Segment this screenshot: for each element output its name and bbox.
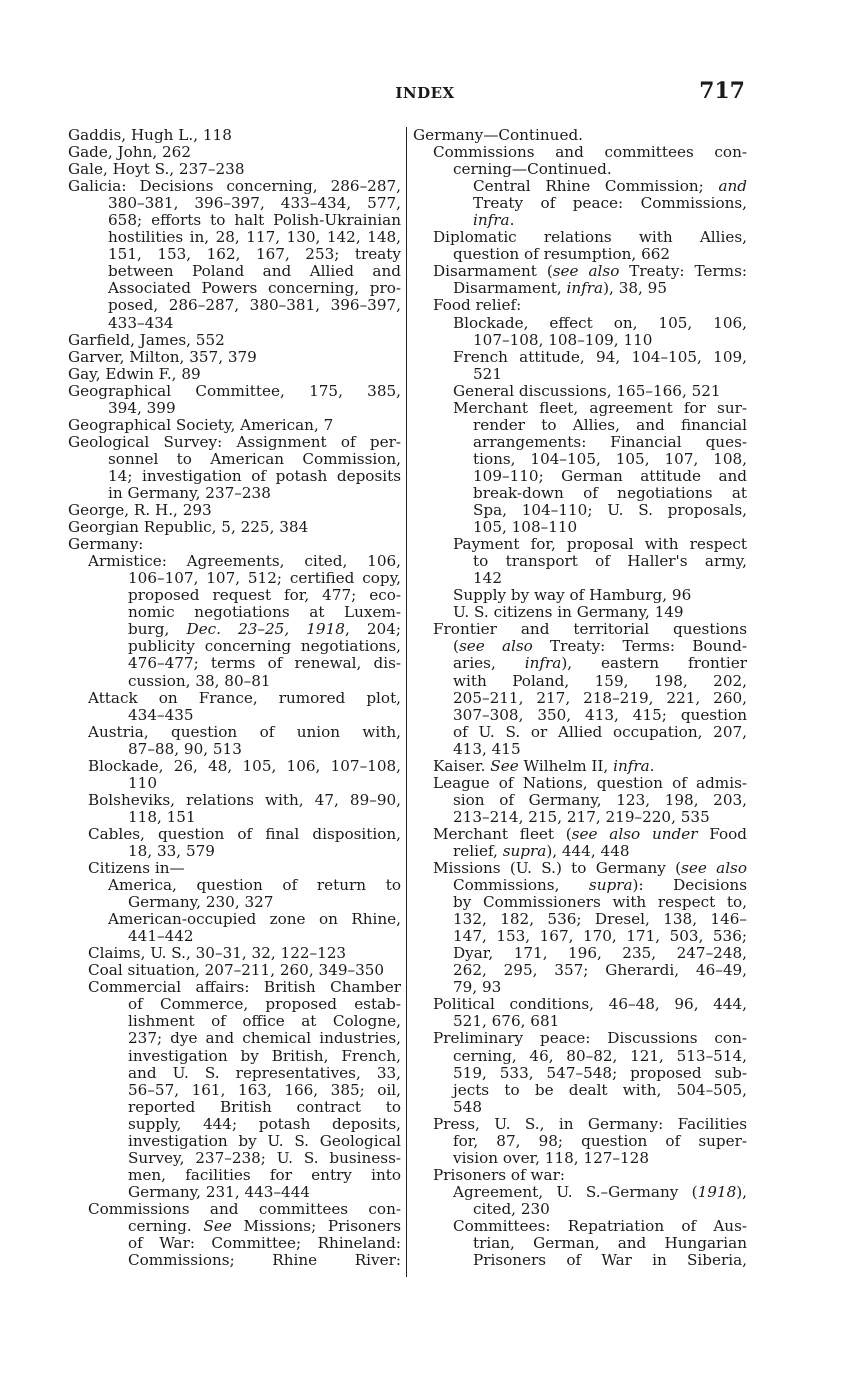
- index-line: 394, 399: [108, 398, 176, 417]
- index-line: 262, 295, 357; Gherardi, 46–49,: [453, 962, 747, 980]
- index-line: Geographical Society, American, 7: [68, 415, 334, 434]
- index-line: 14; investigation of potash deposits: [108, 467, 401, 485]
- index-line: Cables, question of final disposition,: [88, 825, 401, 843]
- index-line: Associated Powers concerning, pro-: [108, 280, 401, 298]
- page-header: [0, 78, 850, 108]
- index-line: Blockade, effect on, 105, 106,: [453, 314, 747, 332]
- index-line: between Poland and Allied and: [108, 263, 401, 281]
- index-line: tions, 104–105, 105, 107, 108,: [473, 450, 747, 468]
- index-line: cerning. See Missions; Prisoners: [128, 1218, 401, 1235]
- index-line: Prisoners of War in Siberia,: [473, 1252, 747, 1270]
- index-line: supply, 444; potash deposits,: [128, 1115, 401, 1133]
- index-line: Prisoners of war:: [433, 1165, 565, 1184]
- index-line: 151, 153, 162, 167, 253; treaty: [108, 246, 401, 264]
- index-line: infra.: [473, 211, 515, 230]
- index-line: Survey, 237–238; U. S. business-: [128, 1149, 401, 1167]
- index-line: 109–110; German attitude and: [473, 467, 747, 485]
- index-line: Geological Survey: Assignment of per-: [68, 433, 401, 451]
- index-line: investigation by British, French,: [128, 1047, 401, 1065]
- index-line: 237; dye and chemical industries,: [128, 1030, 401, 1048]
- index-line: (see also Treaty: Terms: Bound-: [453, 638, 747, 656]
- index-line: 107–108, 108–109, 110: [473, 330, 653, 349]
- index-line: 87–88, 90, 513: [128, 739, 242, 758]
- index-line: Frontier and territorial questions: [433, 621, 747, 639]
- index-line: hostilities in, 28, 117, 130, 142, 148,: [108, 229, 401, 247]
- index-line: Central Rhine Commission; and: [473, 178, 747, 196]
- index-line: Blockade, 26, 48, 105, 106, 107–108,: [88, 757, 401, 775]
- index-line: 105, 108–110: [473, 518, 578, 537]
- index-line: Citizens in—: [88, 859, 185, 878]
- index-line: 205–211, 217, 218–219, 221, 260,: [453, 689, 747, 707]
- index-line: for, 87, 98; question of super-: [453, 1132, 747, 1150]
- index-line: publicity concerning negotiations,: [128, 638, 401, 656]
- index-line: Galicia: Decisions concerning, 286–287,: [68, 178, 401, 196]
- index-line: 132, 182, 536; Dresel, 138, 146–: [453, 911, 747, 929]
- index-line: vision over, 118, 127–128: [453, 1148, 650, 1167]
- index-line: Kaiser. See Wilhelm II, infra.: [433, 756, 655, 775]
- index-line: Merchant fleet, agreement for sur-: [453, 399, 747, 417]
- index-line: Food relief:: [433, 296, 522, 315]
- index-line: nomic negotiations at Luxem-: [128, 604, 401, 622]
- index-line: of War: Committee; Rhineland:: [128, 1235, 401, 1253]
- index-line: General discussions, 165–166, 521: [453, 381, 721, 400]
- index-line: Commissions and committees con-: [433, 144, 747, 162]
- index-line: 413, 415: [453, 739, 521, 758]
- index-line: Committees: Repatriation of Aus-: [453, 1218, 747, 1235]
- index-line: Diplomatic relations with Allies,: [433, 229, 747, 247]
- index-line: cerning, 46, 80–82, 121, 513–514,: [453, 1047, 747, 1065]
- index-line: 118, 151: [128, 807, 196, 826]
- index-line: George, R. H., 293: [68, 501, 212, 520]
- index-line: Merchant fleet (see also under Food: [433, 825, 747, 843]
- index-line: Germany, 231, 443–444: [128, 1182, 311, 1201]
- index-line: aries, infra), eastern frontier: [453, 655, 747, 673]
- index-line: Garver, Milton, 357, 379: [68, 347, 257, 366]
- index-line: 380–381, 396–397, 433–434, 577,: [108, 195, 401, 213]
- index-line: 56–57, 161, 163, 166, 385; oil,: [128, 1081, 401, 1099]
- index-line: Spa, 104–110; U. S. proposals,: [473, 502, 747, 520]
- index-line: Dyar, 171, 196, 235, 247–248,: [453, 945, 747, 963]
- index-line: Supply by way of Hamburg, 96: [453, 586, 692, 605]
- index-line: lishment of office at Cologne,: [128, 1013, 401, 1031]
- index-line: 658; efforts to halt Polish-Ukrainian: [108, 212, 401, 230]
- index-line: Gade, John, 262: [68, 143, 191, 162]
- index-line: America, question of return to: [108, 877, 401, 895]
- index-line: 434–435: [128, 705, 194, 724]
- index-line: Press, U. S., in Germany: Facilities: [433, 1115, 747, 1133]
- index-line: Commissions; Rhine River:: [128, 1252, 401, 1270]
- index-line: 213–214, 215, 217, 219–220, 535: [453, 807, 710, 826]
- index-line: trian, German, and Hungarian: [473, 1235, 747, 1253]
- index-line: 142: [473, 569, 502, 588]
- index-line: relief, supra), 444, 448: [453, 841, 630, 860]
- index-line: of U. S. or Allied occupation, 207,: [453, 723, 747, 741]
- index-line: Armistice: Agreements, cited, 106,: [88, 553, 401, 571]
- index-line: Gale, Hoyt S., 237–238: [68, 160, 245, 179]
- index-line: Attack on France, rumored plot,: [88, 689, 401, 707]
- index-line: and U. S. representatives, 33,: [128, 1064, 401, 1082]
- index-line: Commissions, supra): Decisions: [453, 877, 747, 895]
- index-line: sion of Germany, 123, 198, 203,: [453, 791, 747, 809]
- index-line: proposed request for, 477; eco-: [128, 587, 401, 605]
- index-line: Disarmament, infra), 38, 95: [453, 279, 667, 298]
- index-line: Political conditions, 46–48, 96, 444,: [433, 996, 747, 1014]
- index-line: Germany—Continued.: [413, 126, 583, 144]
- column-divider: [406, 127, 407, 1277]
- index-line: 110: [128, 773, 157, 792]
- index-line: Gaddis, Hugh L., 118: [68, 126, 232, 144]
- index-line: 476–477; terms of renewal, dis-: [128, 655, 401, 673]
- index-line: 79, 93: [453, 978, 502, 997]
- index-line: 441–442: [128, 927, 194, 946]
- index-line: 521, 676, 681: [453, 1012, 560, 1031]
- index-line: 548: [453, 1097, 482, 1116]
- index-line: render to Allies, and financial: [473, 416, 747, 434]
- index-line: Germany, 230, 327: [128, 893, 274, 912]
- index-line: Agreement, U. S.–Germany (1918),: [453, 1183, 747, 1201]
- index-line: U. S. citizens in Germany, 149: [453, 603, 684, 622]
- index-line: Payment for, proposal with respect: [453, 536, 747, 554]
- index-line: by Commissioners with respect to,: [453, 894, 747, 912]
- index-line: break-down of negotiations at: [473, 484, 747, 502]
- index-line: jects to be dealt with, 504–505,: [453, 1081, 747, 1099]
- index-line: 433–434: [108, 313, 174, 332]
- index-line: French attitude, 94, 104–105, 109,: [453, 348, 747, 366]
- running-head: INDEX: [395, 84, 455, 102]
- page-number: 717: [699, 78, 745, 104]
- index-line: 18, 33, 579: [128, 841, 215, 860]
- index-line: investigation by U. S. Geological: [128, 1132, 401, 1150]
- index-line: burg, Dec. 23–25, 1918, 204;: [128, 621, 401, 639]
- index-line: of Commerce, proposed estab-: [128, 996, 401, 1014]
- index-line: Disarmament (see also Treaty: Terms:: [433, 263, 747, 281]
- index-line: 519, 533, 547–548; proposed sub-: [453, 1064, 747, 1082]
- index-line: Austria, question of union with,: [88, 723, 401, 741]
- index-line: Claims, U. S., 30–31, 32, 122–123: [88, 944, 347, 963]
- index-line: in Germany, 237–238: [108, 483, 271, 502]
- index-line: Commercial affairs: British Chamber: [88, 979, 401, 997]
- index-line: Treaty of peace: Commissions,: [473, 195, 747, 213]
- index-line: Geographical Committee, 175, 385,: [68, 382, 401, 400]
- index-line: Commissions and committees con-: [88, 1200, 401, 1218]
- index-line: question of resumption, 662: [453, 245, 671, 264]
- index-line: arrangements: Financial ques-: [473, 433, 747, 451]
- index-column-left: [68, 127, 401, 1269]
- index-line: Preliminary peace: Discussions con-: [433, 1030, 747, 1048]
- index-line: men, facilities for entry into: [128, 1166, 401, 1184]
- index-line: Missions (U. S.) to Germany (see also: [433, 860, 747, 878]
- index-line: League of Nations, question of admis-: [433, 774, 747, 792]
- index-line: American-occupied zone on Rhine,: [108, 911, 401, 929]
- index-line: 307–308, 350, 413, 415; question: [453, 706, 747, 724]
- index-line: cussion, 38, 80–81: [128, 671, 271, 690]
- index-line: 521: [473, 364, 502, 383]
- index-line: Coal situation, 207–211, 260, 349–350: [88, 961, 385, 980]
- index-line: sonnel to American Commission,: [108, 450, 401, 468]
- index-line: 147, 153, 167, 170, 171, 503, 536;: [453, 928, 747, 946]
- index-line: 106–107, 107, 512; certified copy,: [128, 570, 401, 588]
- index-line: Bolsheviks, relations with, 47, 89–90,: [88, 791, 401, 809]
- index-column-right: [413, 127, 747, 1269]
- index-line: with Poland, 159, 198, 202,: [453, 672, 747, 690]
- index-line: posed, 286–287, 380–381, 396–397,: [108, 297, 401, 315]
- index-line: cerning—Continued.: [453, 160, 612, 179]
- index-line: Garfield, James, 552: [68, 330, 225, 349]
- index-line: cited, 230: [473, 1199, 550, 1218]
- index-line: Georgian Republic, 5, 225, 384: [68, 518, 309, 537]
- index-line: Germany:: [68, 535, 144, 554]
- index-line: Gay, Edwin F., 89: [68, 364, 201, 383]
- index-line: to transport of Haller's army,: [473, 553, 747, 571]
- index-line: reported British contract to: [128, 1098, 401, 1116]
